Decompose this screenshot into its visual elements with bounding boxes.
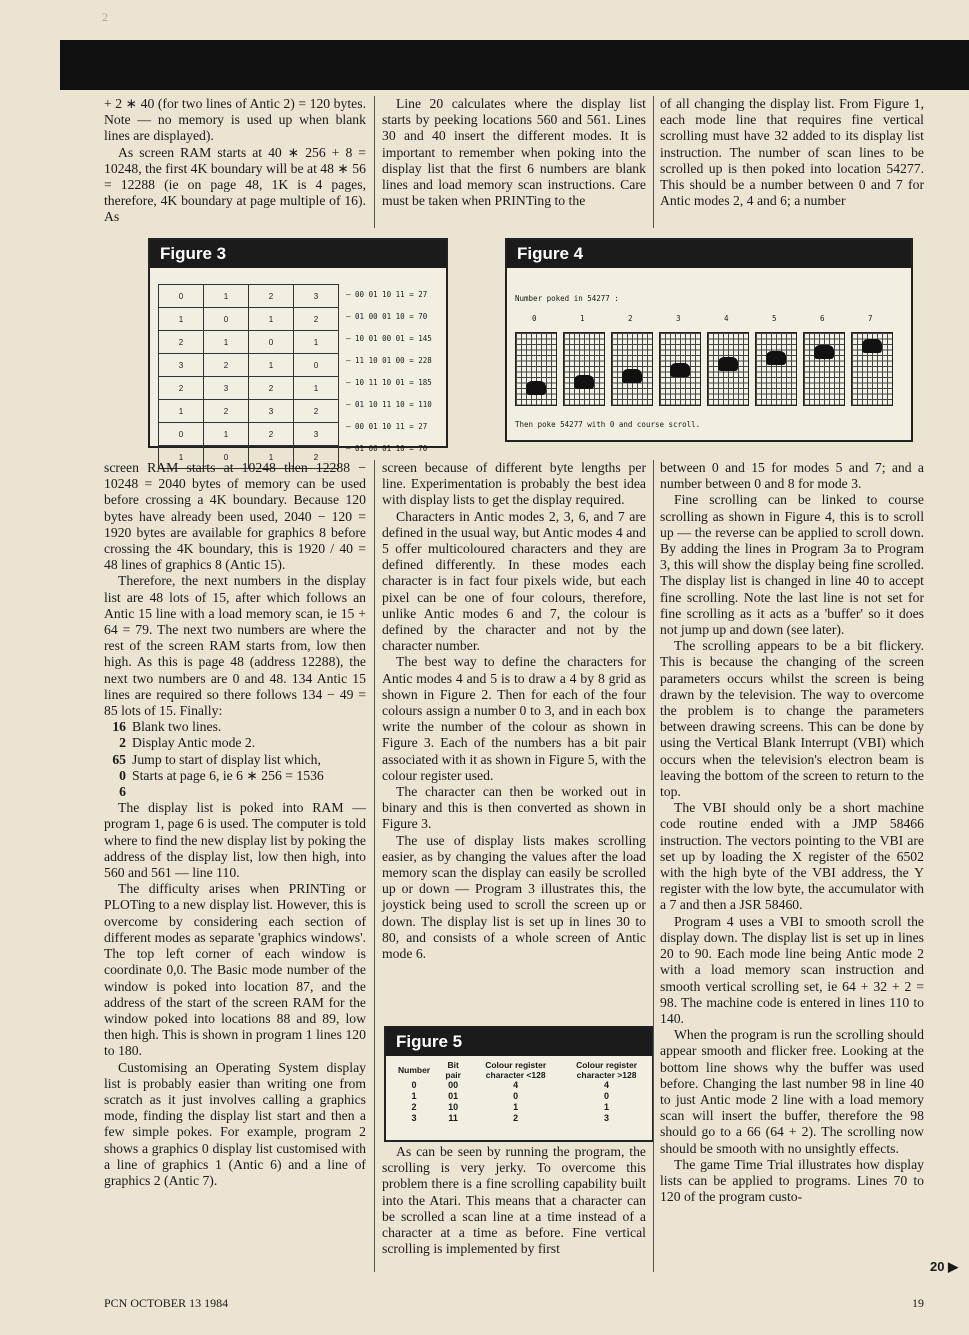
paragraph: Fine scrolling can be linked to course scrolling as shown in Figure 4, this is to scroll up — the reverse can be applied to scroll down. By adding the lines in Program 3a to Program 3, this will show the display being fine scrolled. The display list is changed in line 40 to accept fine scrolling. Note the last line is not set for fine scrolling as it acts as a 'buffer' so it does not jump up and down (see later). — [660, 492, 924, 638]
grid-cell: 0 — [249, 331, 294, 354]
paragraph: The scrolling appears to be a bit flickery. This is because the changing of the screen parameters occurs whilst the screen is being drawn by the television. The way to overcome the problem is to change the parameters between drawing screens. This can be done by using the Vertical Blank Interrupt (VBI) which occurs when the television's electron beam is leaving the bottom of the screen to return to the top. — [660, 638, 924, 800]
scrolled-character — [862, 339, 882, 353]
scrolled-character — [622, 369, 642, 383]
table-cell: 00 — [448, 1080, 459, 1090]
table-header: Number — [398, 1065, 431, 1075]
paragraph: of all changing the display list. From Figure 1, each mode line that requires fine vertical scrolling must have 32 added to its display list instruction. The number of scan lines to be scrolled up is then poked into location 54277. This should be a number between 0 and 7 for Antic modes 2, 4 and 6; a number — [660, 96, 924, 209]
column-rule — [653, 460, 654, 1272]
column-2-top — [382, 96, 646, 209]
table-row — [392, 1102, 652, 1113]
paragraph: between 0 and 15 for modes 5 and 7; and a number between 0 and 8 for mode 3. — [660, 460, 924, 492]
table-row — [392, 1113, 652, 1124]
paragraph: The best way to define the characters for Antic modes 4 and 5 is to draw a 4 by 8 grid as shown in Figure 2. Then for each of the four colours assign a number 0 to 3, and in each box write the number of the colour as shown in Figure 3. Each of the numbers has a bit pair associated with it as shown in Figure 5, with the colour register used. — [382, 654, 646, 783]
scrolled-character — [766, 351, 786, 365]
grid-cell: 2 — [159, 331, 204, 354]
paragraph: Program 4 uses a VBI to smooth scroll the display down. The display list is set up in lines 20 to 90. Each mode line being Antic mode 2 with a load memory scan instruction and smooth vertical scrolling set, ie 64 + 32 + 2 = 98. The machine code is entered in lines 110 to 140. — [660, 913, 924, 1026]
column-3-top — [660, 96, 924, 209]
table-cell: 01 — [448, 1091, 459, 1101]
grid-cell: 0 — [204, 308, 249, 331]
table-cell: 0 — [513, 1091, 519, 1101]
figure-3 — [148, 238, 448, 462]
grid-row — [159, 285, 339, 308]
character-grid — [803, 332, 845, 406]
table-cell: 4 — [513, 1080, 519, 1090]
scroll-value-label: 4 — [724, 314, 729, 323]
table-header: Colour register character >128 — [576, 1060, 638, 1080]
header-bar — [60, 40, 969, 90]
table-cell: 3 — [411, 1113, 417, 1123]
paragraph: The display list is poked into RAM — program 1, page 6 is used. The computer is told where to find the new display list by poking the address of the display list, low then high, into 560 and 561 — line 110. — [104, 800, 366, 881]
scroll-value-label: 6 — [820, 314, 825, 323]
grid-cell: 2 — [204, 400, 249, 423]
scroll-value-label: 2 — [628, 314, 633, 323]
table-cell: 10 — [448, 1102, 459, 1112]
binary-row: – 00 01 10 11 = 27 — [346, 422, 428, 431]
footer-publication: PCN OCTOBER 13 1984 — [104, 1296, 229, 1310]
table-cell: 0 — [604, 1091, 610, 1101]
binary-row: – 01 00 01 10 = 70 — [346, 312, 428, 321]
grid-cell: 3 — [249, 400, 294, 423]
grid-cell: 1 — [249, 354, 294, 377]
scrolled-character — [526, 381, 546, 395]
grid-cell: 3 — [204, 377, 249, 400]
display-list-values — [104, 719, 366, 800]
paragraph: As can be seen by running the program, the scrolling is very jerky. To overcome this problem there is a fine scrolling capability built into the Atari. This means that a character can be scrolled a scan line at a time instead of a character at a time as before. Fine vertical scrolling is implemented by first — [382, 1144, 646, 1257]
list-text: Blank two lines. — [132, 719, 222, 735]
table-header: Bit pair — [445, 1060, 461, 1080]
paragraph: The VBI should only be a short machine code routine ended with a JMP 58466 instruction. The vectors pointing to the VBI are set up by loading the X register of the 6502 with the high byte of the VBI address, the Y register with the low byte, the accumulator with a 7 and then a JSR 58460. — [660, 800, 924, 913]
continue-marker: 20 ▶ — [930, 1259, 959, 1274]
column-1-bottom — [104, 460, 366, 1189]
figure-title: Figure 3 — [150, 240, 446, 268]
bit-pair-table — [392, 1060, 652, 1124]
list-text: Display Antic mode 2. — [132, 735, 256, 751]
paragraph: + 2 ∗ 40 (for two lines of Antic 2) = 120 bytes. Note — no memory is used up when blank lines are displayed). — [104, 96, 366, 144]
binary-row: – 01 00 01 10 = 70 — [346, 444, 428, 453]
grid-cell: 2 — [249, 423, 294, 446]
list-number: 0 — [119, 767, 126, 783]
binary-row: – 01 10 11 10 = 110 — [346, 400, 432, 409]
paragraph: Line 20 calculates where the display list starts by peeking locations 560 and 561. Lines 30 and 40 insert the different modes. It is important to remember when poking into the display list that the first 6 numbers are blank lines and load memory scan instructions. Care must be taken when PRINTing to the — [382, 96, 646, 209]
character-grid — [515, 332, 557, 406]
grid-row — [159, 331, 339, 354]
table-cell: 0 — [411, 1080, 417, 1090]
grid-cell: 1 — [204, 331, 249, 354]
figure-caption: Then poke 54277 with 0 and course scroll. — [515, 420, 701, 429]
scrolled-character — [718, 357, 738, 371]
binary-row: – 11 10 01 00 = 228 — [346, 356, 432, 365]
list-item — [104, 719, 366, 735]
table-row — [392, 1091, 652, 1102]
figure-title: Figure 4 — [507, 240, 911, 268]
grid-cell: 1 — [294, 331, 339, 354]
grid-cell: 2 — [204, 354, 249, 377]
table-cell: 1 — [513, 1102, 519, 1112]
grid-cell: 3 — [294, 423, 339, 446]
grid-cell: 1 — [159, 308, 204, 331]
scroll-value-label: 5 — [772, 314, 777, 323]
table-header: Colour register character <128 — [485, 1060, 547, 1080]
table-cell: 2 — [411, 1102, 417, 1112]
grid-row — [159, 377, 339, 400]
grid-cell: 1 — [204, 285, 249, 308]
list-number: 16 — [112, 719, 126, 735]
grid-cell: 2 — [294, 446, 339, 469]
paragraph: When the program is run the scrolling should appear smooth and flicker free. Looking at the bottom line shows why the buffer was used before. Changing the last number 98 in line 40 to just Antic mode 2 line with a load memory scan will insert the buffer, therefore the 98 should go to a 66 (64 + 2). The scrolling now should be smooth with no unsightly effects. — [660, 1027, 924, 1156]
character-grid — [755, 332, 797, 406]
page-mark: 2 — [102, 10, 108, 24]
scrolled-character — [814, 345, 834, 359]
scroll-value-label: 1 — [580, 314, 585, 323]
grid-cell: 0 — [204, 446, 249, 469]
scroll-value-label: 0 — [532, 314, 537, 323]
table-cell: 1 — [604, 1102, 610, 1112]
table-cell: 4 — [604, 1080, 610, 1090]
character-grid — [659, 332, 701, 406]
grid-cell: 2 — [294, 400, 339, 423]
binary-row: – 10 01 00 01 = 145 — [346, 334, 432, 343]
scroll-value-label: 7 — [868, 314, 873, 323]
paragraph: screen because of different byte lengths per line. Experimentation is probably the best idea with display lists to get the display required. — [382, 460, 646, 508]
table-cell: 11 — [448, 1113, 458, 1123]
column-1-top — [104, 96, 366, 226]
list-number: 2 — [119, 735, 126, 751]
table-row — [392, 1080, 652, 1091]
column-2-bottom-b — [382, 1144, 646, 1257]
grid-cell: 1 — [294, 377, 339, 400]
grid-cell: 1 — [159, 400, 204, 423]
list-number: 65 — [112, 751, 126, 767]
page-number: 19 — [912, 1296, 924, 1310]
table-cell: 1 — [411, 1091, 417, 1101]
figure-caption: Number poked in 54277 : — [515, 294, 619, 303]
paragraph: Therefore, the next numbers in the display list are 48 lots of 15, after which follows an Antic 15 line with a load memory scan, ie 15 + 64 = 79. The next two numbers are where the rest of the screen RAM starts from, low then high. As this is page 48 (address 12288), the next two numbers are 0 and 48. 134 Antic 15 lines are required so there follows 134 − 49 = 85 lots of 15. Finally: — [104, 573, 366, 719]
scrolled-character — [670, 363, 690, 377]
paragraph: The difficulty arises when PRINTing or PLOTing to a new display list. However, this is overcome by considering each section of different modes as separate 'graphics windows'. The top left corner of each window is coordinate 0,0. The Basic mode number of the window is poked into location 87, and the address of the start of the screen RAM for the window poked into locations 88 and 89, low then high. This is shown in program 1 lines 120 to 180. — [104, 881, 366, 1059]
column-3-bottom — [660, 460, 924, 1205]
column-rule — [374, 96, 375, 228]
grid-row — [159, 354, 339, 377]
binary-row: – 00 01 10 11 = 27 — [346, 290, 428, 299]
grid-cell: 0 — [159, 285, 204, 308]
paragraph: As screen RAM starts at 40 ∗ 256 + 8 = 10248, the first 4K boundary will be at 48 ∗ 56 = 12288 (ie on page 48, 1K is 4 pages, therefore, 4K boundary at page multiple of 16). As — [104, 144, 366, 225]
column-2-bottom-a — [382, 460, 646, 962]
paragraph: The use of display lists makes scrolling easier, as by changing the values after the load memory scan the display can easily be scrolled up or down — Program 3 illustrates this, the joystick being used to scroll the screen up or down. The display list is set up in lines 30 to 80, and consists of a whole screen of Antic mode 6. — [382, 832, 646, 962]
paragraph: Customising an Operating System display list is probably easier than writing one from scratch as it just involves calling a graphics mode, finding the display list start and then a few simple pokes. For example, program 2 shows a graphics 0 display list customised with a line of graphics 1 (Antic 6) and a line of graphics 2 (Antic 7). — [104, 1059, 366, 1188]
list-text: Starts at page 6, ie 6 ∗ 256 = 1536 — [132, 767, 324, 783]
list-item — [104, 752, 366, 768]
figure-4 — [505, 238, 913, 442]
table-cell: 2 — [513, 1113, 519, 1123]
grid-row — [159, 423, 339, 446]
paragraph: screen RAM starts at 10248 then 12288 − 10248 = 2040 bytes of memory can be used before crossing a 4K boundary. Because 120 bytes have already been used, 2040 − 120 = 1920 bytes are available for graphics 8 before crossing the 4K boundary, this is 1920 / 40 = 48 lines of graphics 8 (Antic 15). — [104, 460, 366, 573]
paragraph: The character can then be worked out in binary and this is then converted as shown in Figure 3. — [382, 784, 646, 832]
grid-cell: 1 — [249, 308, 294, 331]
list-item — [104, 735, 366, 751]
grid-row — [159, 308, 339, 331]
grid-cell: 0 — [159, 423, 204, 446]
list-text: Jump to start of display list which, — [132, 751, 321, 767]
character-grid — [851, 332, 893, 406]
character-grid — [611, 332, 653, 406]
character-grid — [158, 284, 339, 469]
column-rule — [653, 96, 654, 228]
grid-cell: 0 — [294, 354, 339, 377]
grid-cell: 2 — [249, 377, 294, 400]
grid-cell: 1 — [249, 446, 294, 469]
paragraph: Characters in Antic modes 2, 3, 6, and 7 are defined in the usual way, but Antic modes 4 and 5 offer multicoloured characters and they are defined differently. In these modes each character is in fact four pixels wide, but each pixel can be one of four colours, therefore, unlike Antic modes 6 and 7, the colour is defined by the character and not by the character number. — [382, 508, 646, 654]
figure-title: Figure 5 — [386, 1028, 652, 1056]
grid-cell: 1 — [204, 423, 249, 446]
grid-cell: 3 — [159, 354, 204, 377]
character-grid — [563, 332, 605, 406]
grid-cell: 2 — [159, 377, 204, 400]
column-rule — [374, 460, 375, 1272]
list-item — [104, 768, 366, 784]
binary-row: – 10 11 10 01 = 185 — [346, 378, 432, 387]
grid-row — [159, 400, 339, 423]
grid-cell: 3 — [294, 285, 339, 308]
figure-5 — [384, 1026, 654, 1142]
list-item — [104, 784, 366, 800]
grid-cell: 2 — [294, 308, 339, 331]
scroll-value-label: 3 — [676, 314, 681, 323]
list-number: 6 — [119, 784, 126, 800]
grid-cell: 1 — [159, 446, 204, 469]
character-grid — [707, 332, 749, 406]
paragraph: The game Time Trial illustrates how display lists can be applied to programs. Lines 70 to 120 of the program custo- — [660, 1156, 924, 1205]
table-cell: 3 — [604, 1113, 610, 1123]
binary-values — [346, 284, 432, 460]
grid-cell: 2 — [249, 285, 294, 308]
scrolled-character — [574, 375, 594, 389]
